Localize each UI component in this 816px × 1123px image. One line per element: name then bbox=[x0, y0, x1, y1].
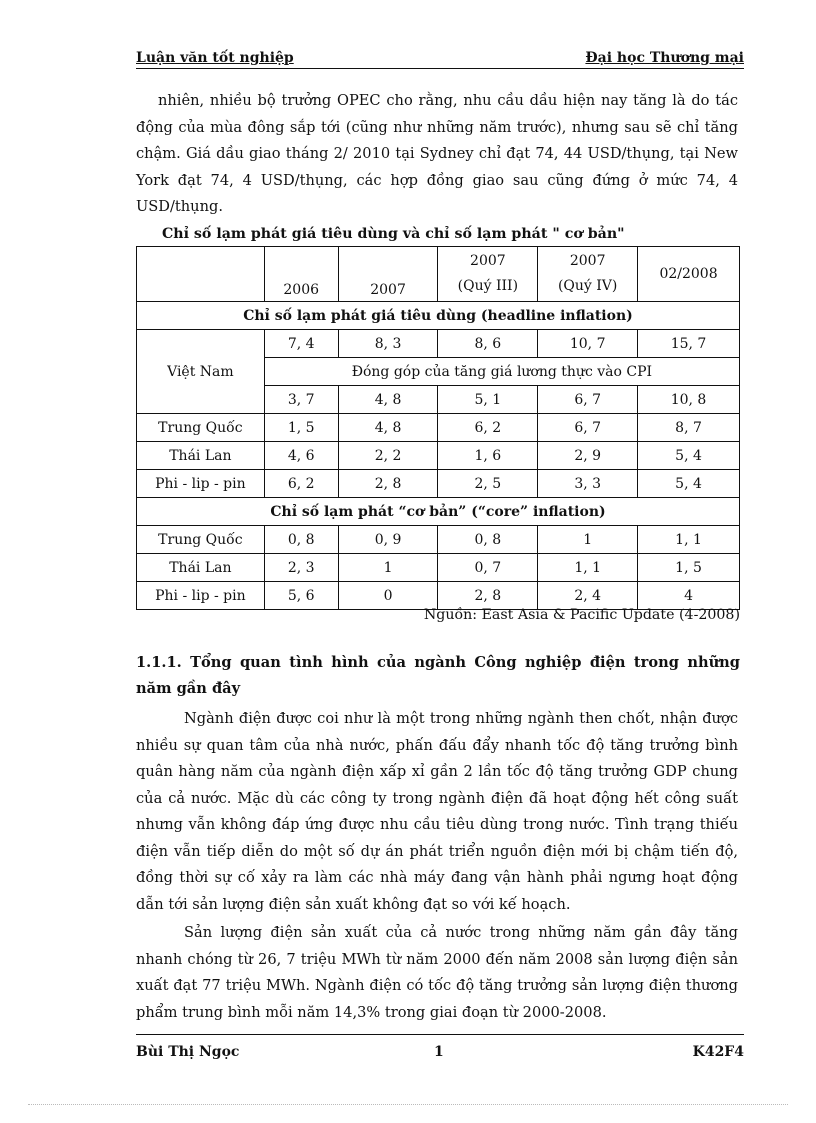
row-label: Trung Quốc bbox=[137, 526, 265, 554]
page-footer bbox=[136, 1034, 744, 1063]
table-cell: 3, 7 bbox=[264, 386, 338, 414]
table-cell: 7, 4 bbox=[264, 330, 338, 358]
body-paragraph: Ngành điện được coi như là một trong những ngành then chốt, nhận được nhiều sự quan tâm của nhà nước, phấn đấu đẩy nhanh tốc độ tăng trưởng bình quân hàng năm của ngành điện xấp xỉ gần 2 lần tốc độ tăng trưởng GDP chung của cả nước. Mặc dù các công ty trong ngành điện đã hoạt động hết công suất nhưng vẫn không đáp ứng được nhu cầu tiêu dùng trong nước. Tình trạng thiếu điện vẫn tiếp diễn do một số dự án phát triển nguồn điện mới bị chậm tiến độ, đồng thời sự cố xảy ra làm các nhà máy đang vận hành phải ngưng hoạt động dẫn tới sản lượng điện sản xuất không đạt so với kế hoạch. bbox=[136, 710, 738, 913]
intro-paragraph: nhiên, nhiều bộ trưởng OPEC cho rằng, nhu cầu dầu hiện nay tăng là do tác động của mùa đông sắp tới (cũng như những năm trước), nhưng sau sẽ chỉ tăng chậm. Giá dầu giao tháng 2/ 2010 tại Sydney chỉ đạt 74, 44 USD/thụng, tại New York đạt 74, 4 USD/thụng, các hợp đồng giao sau cũng đứng ở mức 74, 4 USD/thụng. bbox=[136, 92, 738, 215]
header-thesis-label: Luận văn tốt nghiệp bbox=[136, 50, 294, 66]
table-cell: 1, 5 bbox=[638, 554, 740, 582]
table-cell: 1, 6 bbox=[438, 442, 538, 470]
col-header: 2006 bbox=[264, 247, 338, 302]
table-cell: 2, 8 bbox=[438, 582, 538, 610]
row-label-vietnam: Việt Nam bbox=[137, 330, 265, 414]
table-cell: 5, 4 bbox=[638, 470, 740, 498]
table-cell: 1, 5 bbox=[264, 414, 338, 442]
row-label: Thái Lan bbox=[137, 554, 265, 582]
section-headline-label: Chỉ số lạm phát giá tiêu dùng (headline inflation) bbox=[137, 302, 740, 330]
table-cell: 4 bbox=[638, 582, 740, 610]
table-cell: 8, 6 bbox=[438, 330, 538, 358]
row-label: Phi - lip - pin bbox=[137, 582, 265, 610]
table-cell: 10, 8 bbox=[638, 386, 740, 414]
page-border-divider bbox=[28, 1104, 788, 1105]
table-cell: 6, 2 bbox=[264, 470, 338, 498]
row-label: Thái Lan bbox=[137, 442, 265, 470]
footer-class-code: K42F4 bbox=[692, 1044, 744, 1060]
table-caption: Chỉ số lạm phát giá tiêu dùng và chỉ số lạm phát " cơ bản" bbox=[162, 226, 625, 242]
section-core-label: Chỉ số lạm phát “cơ bản” (“core” inflation) bbox=[137, 498, 740, 526]
inflation-table bbox=[136, 246, 740, 610]
table-cell: 0, 9 bbox=[338, 526, 438, 554]
table-cell: 2, 9 bbox=[538, 442, 638, 470]
header-empty-cell bbox=[137, 247, 265, 302]
col-header: 2007 (Quý III) bbox=[438, 247, 538, 302]
table-cell: 3, 3 bbox=[538, 470, 638, 498]
body-paragraph: Sản lượng điện sản xuất của cả nước trong những năm gần đây tăng nhanh chóng từ 26, 7 triệu MWh từ năm 2000 đến năm 2008 sản lượng điện sản xuất đạt 77 triệu MWh. Ngành điện có tốc độ tăng trưởng sản lượng điện thương phẩm trung bình mỗi năm 14,3% trong giai đoạn từ 2000-2008. bbox=[136, 924, 738, 1021]
col-header: 2007 bbox=[338, 247, 438, 302]
col-header: 02/2008 bbox=[638, 247, 740, 302]
table-cell: 15, 7 bbox=[638, 330, 740, 358]
table-header-row bbox=[137, 247, 740, 302]
page-header bbox=[136, 50, 744, 69]
table-cell: 6, 2 bbox=[438, 414, 538, 442]
table-cell: 1, 1 bbox=[638, 526, 740, 554]
row-label: Phi - lip - pin bbox=[137, 470, 265, 498]
table-cell: 6, 7 bbox=[538, 414, 638, 442]
table-source: Nguồn: East Asia & Pacific Update (4-2008) bbox=[423, 607, 740, 623]
table-cell: 5, 6 bbox=[264, 582, 338, 610]
table-cell: 2, 2 bbox=[338, 442, 438, 470]
table-cell: 10, 7 bbox=[538, 330, 638, 358]
table-cell: 0 bbox=[338, 582, 438, 610]
table-cell: 5, 1 bbox=[438, 386, 538, 414]
table-row bbox=[137, 414, 740, 442]
table-cell: 5, 4 bbox=[638, 442, 740, 470]
table-row bbox=[137, 330, 740, 358]
table-cell: 0, 8 bbox=[438, 526, 538, 554]
table-row bbox=[137, 526, 740, 554]
table-cell: 4, 8 bbox=[338, 414, 438, 442]
table-cell: 2, 3 bbox=[264, 554, 338, 582]
row-label: Trung Quốc bbox=[137, 414, 265, 442]
table-cell: 2, 8 bbox=[338, 470, 438, 498]
table-row bbox=[137, 554, 740, 582]
page-number: 1 bbox=[434, 1044, 444, 1060]
table-row bbox=[137, 470, 740, 498]
footer-author: Bùi Thị Ngọc bbox=[136, 1044, 240, 1060]
table-cell: 4, 6 bbox=[264, 442, 338, 470]
table-cell: 8, 7 bbox=[638, 414, 740, 442]
table-cell: 1, 1 bbox=[538, 554, 638, 582]
section-heading: 1.1.1. Tổng quan tình hình của ngành Công nghiệp điện trong những năm gần đây bbox=[136, 654, 740, 697]
section-row bbox=[137, 302, 740, 330]
table-cell: 6, 7 bbox=[538, 386, 638, 414]
table-cell: 8, 3 bbox=[338, 330, 438, 358]
table-row bbox=[137, 442, 740, 470]
table-cell: 2, 4 bbox=[538, 582, 638, 610]
table-cell: 4, 8 bbox=[338, 386, 438, 414]
table-cell: 0, 7 bbox=[438, 554, 538, 582]
table-cell: 1 bbox=[338, 554, 438, 582]
col-header: 2007 (Quý IV) bbox=[538, 247, 638, 302]
table-cell: 0, 8 bbox=[264, 526, 338, 554]
table-cell: 2, 5 bbox=[438, 470, 538, 498]
section-row bbox=[137, 498, 740, 526]
table-cell: 1 bbox=[538, 526, 638, 554]
food-contribution-label: Đóng góp của tăng giá lương thực vào CPI bbox=[264, 358, 739, 386]
table-row bbox=[137, 582, 740, 610]
header-university: Đại học Thương mại bbox=[585, 50, 744, 66]
